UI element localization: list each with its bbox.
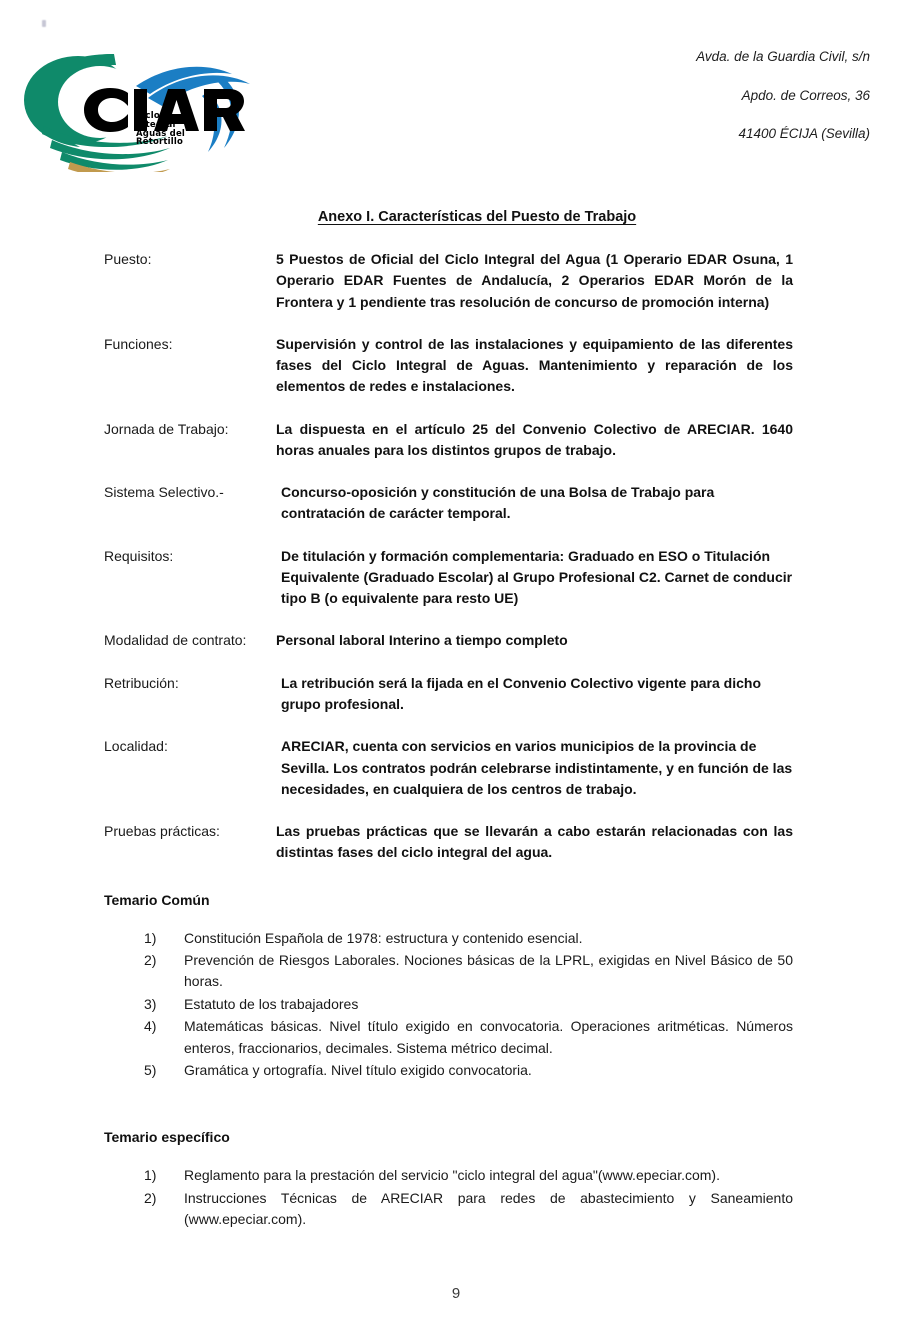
page-title-text: Anexo I. Características del Puesto de Trabajo bbox=[317, 209, 637, 225]
field-value-jornada-de-trabajo: La dispuesta en el artículo 25 del Convenio Colectivo de ARECIAR. 1640 horas anuales para los distintos grupos de trabajo. bbox=[276, 420, 793, 458]
temario-comun-list bbox=[104, 928, 793, 1082]
field-row-retribucion bbox=[104, 673, 793, 716]
logo-wordmark bbox=[136, 112, 210, 147]
list-item-marker: 1) bbox=[144, 929, 157, 946]
field-label-funciones: Funciones: bbox=[104, 335, 173, 352]
field-value-requisitos: De titulación y formación complementaria: Graduado en ESO o Titulación Equivalente (Graduado Escolar) al Grupo Profesional C2. Carnet de conducir tipo B (o equivalente para resto UE) bbox=[281, 547, 793, 607]
header-address bbox=[696, 50, 870, 166]
page-title bbox=[42, 209, 912, 225]
list-item-marker: 4) bbox=[144, 1018, 157, 1035]
logo-wordmark-line-4: Retortillo bbox=[136, 137, 184, 148]
list-item-marker: 5) bbox=[144, 1062, 157, 1079]
section-temario-comun bbox=[0, 892, 912, 1082]
field-label-requisitos: Requisitos: bbox=[104, 547, 174, 564]
field-row-pruebas-practicas bbox=[104, 821, 793, 864]
field-row-modalidad-de-contrato bbox=[104, 630, 793, 651]
list-item-text: Constitución Española de 1978: estructura y contenido esencial. bbox=[184, 929, 583, 946]
field-label-sistema-selectivo: Sistema Selectivo.- bbox=[104, 484, 224, 501]
address-line-postbox: Apdo. de Correos, 36 bbox=[741, 87, 870, 103]
list-item-text: Estatuto de los trabajadores bbox=[184, 995, 359, 1012]
list-item-marker: 2) bbox=[144, 951, 157, 968]
field-row-requisitos bbox=[104, 546, 793, 610]
field-label-modalidad-de-contrato: Modalidad de contrato: bbox=[104, 632, 247, 649]
logo-wordmark-line-3: Aguas del bbox=[136, 128, 186, 139]
field-value-retribucion: La retribución será la fijada en el Convenio Colectivo vigente para dicho grupo profesional. bbox=[281, 674, 762, 712]
field-label-jornada-de-trabajo: Jornada de Trabajo: bbox=[104, 420, 229, 437]
job-characteristics-table bbox=[0, 249, 912, 864]
logo-wordmark-line-1: Ciclo bbox=[136, 111, 160, 121]
field-row-localidad bbox=[104, 736, 793, 800]
page-number: 9 bbox=[451, 1285, 461, 1302]
list-item bbox=[144, 1060, 793, 1081]
list-item-marker: 3) bbox=[144, 995, 157, 1012]
field-value-localidad: ARECIAR, cuenta con servicios en varios municipios de la provincia de Sevilla. Los contratos podrán celebrarse indistintamente, y en función de las necesidades, en cualquiera de los centros de trabajo. bbox=[281, 738, 793, 797]
field-value-puesto: 5 Puestos de Oficial del Ciclo Integral del Agua (1 Operario EDAR Osuna, 1 Operario EDAR Fuentes de Andalucía, 2 Operarios EDAR Morón de la Frontera y 1 pendiente tras resolución de concurso de promoción interna) bbox=[276, 251, 793, 310]
ciar-logo bbox=[18, 52, 258, 172]
list-item-text: Gramática y ortografía. Nivel título exigido convocatoria. bbox=[184, 1062, 532, 1079]
temario-especifico-list bbox=[104, 1165, 793, 1230]
field-row-puesto bbox=[104, 249, 793, 313]
field-value-sistema-selectivo: Concurso-oposición y constitución de una Bolsa de Trabajo para contratación de carácter temporal. bbox=[281, 484, 715, 522]
list-item bbox=[144, 950, 793, 993]
field-row-jornada-de-trabajo bbox=[104, 419, 793, 462]
list-item bbox=[144, 1016, 793, 1059]
section-heading-temario-especifico: Temario específico bbox=[104, 1129, 230, 1146]
address-line-city: 41400 ÉCIJA (Sevilla) bbox=[738, 126, 870, 141]
list-item-text: Matemáticas básicas. Nivel título exigido en convocatoria. Operaciones aritméticas. Números enteros, fraccionarios, decimales. Sistema métrico decimal. bbox=[184, 1018, 793, 1056]
field-label-retribucion: Retribución: bbox=[104, 674, 179, 691]
list-item-text: Instrucciones Técnicas de ARECIAR para redes de abastecimiento y Saneamiento (www.epeciar.com). bbox=[184, 1189, 793, 1228]
list-item-text: Prevención de Riesgos Laborales. Nociones básicas de la LPRL, exigidas en Nivel Básico de 50 horas. bbox=[184, 951, 793, 990]
list-item bbox=[144, 994, 793, 1015]
list-item bbox=[144, 1165, 793, 1186]
section-temario-especifico bbox=[0, 1129, 912, 1230]
document-header bbox=[0, 0, 912, 185]
field-value-modalidad-de-contrato: Personal laboral Interino a tiempo completo bbox=[276, 632, 568, 649]
field-row-funciones bbox=[104, 334, 793, 398]
list-item-text: Reglamento para la prestación del servicio "ciclo integral del agua"(www.epeciar.com). bbox=[184, 1167, 720, 1184]
field-label-pruebas-practicas: Pruebas prácticas: bbox=[104, 823, 220, 840]
field-label-puesto: Puesto: bbox=[104, 251, 152, 267]
list-item bbox=[144, 928, 793, 949]
field-label-localidad: Localidad: bbox=[104, 738, 168, 755]
list-item-marker: 2) bbox=[144, 1189, 157, 1206]
field-row-sistema-selectivo bbox=[104, 482, 793, 525]
logo-wordmark-line-2: Integral bbox=[136, 119, 176, 130]
list-item bbox=[144, 1188, 793, 1231]
list-item-marker: 1) bbox=[144, 1167, 157, 1184]
address-line-street: Avda. de la Guardia Civil, s/n bbox=[696, 49, 870, 64]
section-heading-temario-comun: Temario Común bbox=[104, 891, 210, 908]
field-value-funciones: Supervisión y control de las instalaciones y equipamiento de las diferentes fases del Ciclo Integral de Aguas. Mantenimiento y reparación de los elementos de redes e instalaciones. bbox=[276, 335, 793, 395]
field-value-pruebas-practicas: Las pruebas prácticas que se llevarán a cabo estarán relacionadas con las distintas fases del ciclo integral del agua. bbox=[276, 823, 793, 861]
document-body bbox=[0, 185, 912, 1232]
